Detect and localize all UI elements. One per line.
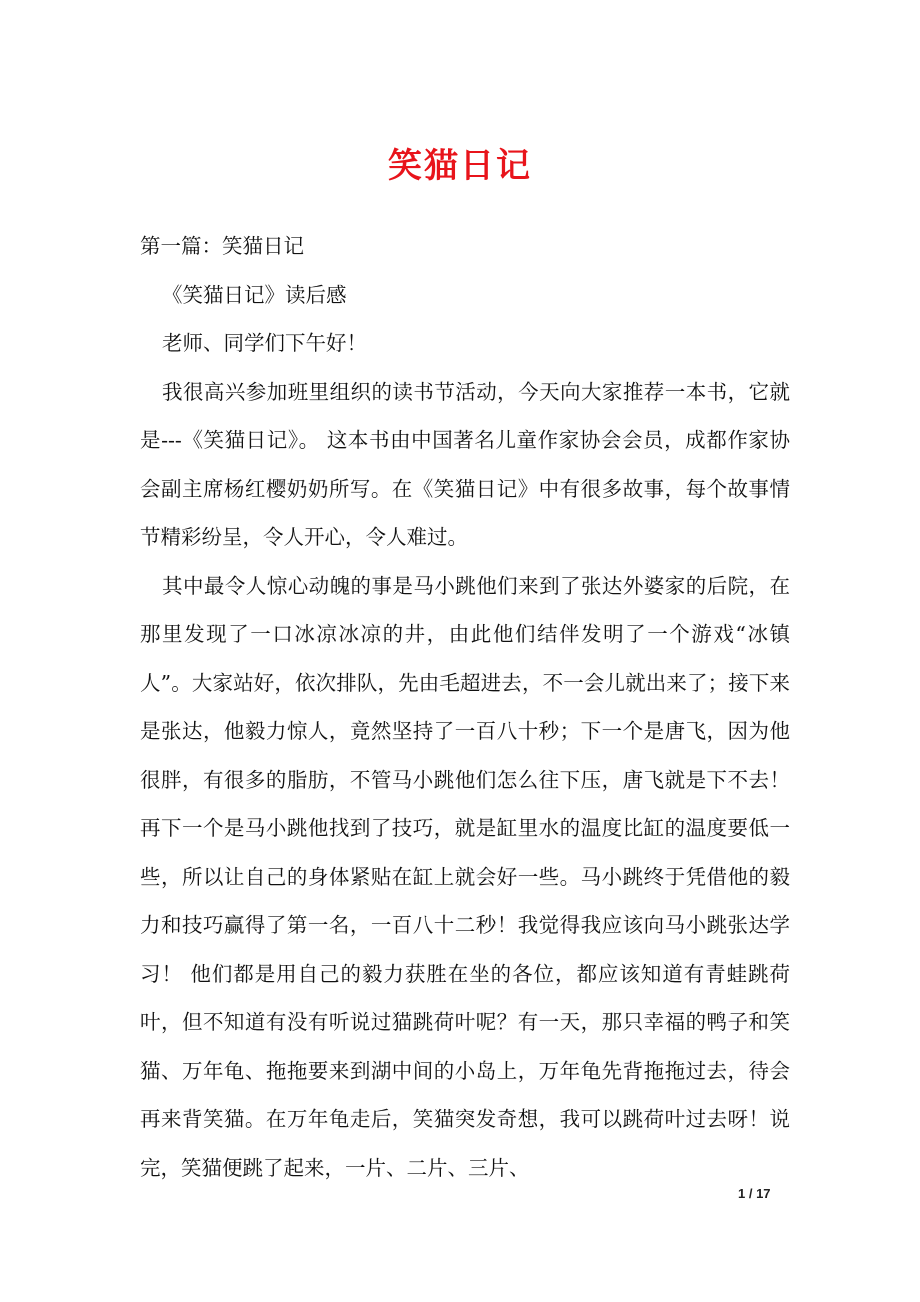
intro-paragraph: 我很高兴参加班里组织的读书节活动，今天向大家推荐一本书，它就是---《笑猫日记》。 这本书由中国著名儿童作家协会会员，成都作家协会副主席杨红樱奶奶所写。在《笑猫日记》中有很多故事，每个故事情节精彩纷呈，令人开心，令人难过。 (140, 379, 790, 549)
subtitle-paragraph: 《笑猫日记》读后感 (162, 282, 347, 307)
document-body (140, 222, 790, 1192)
section-heading: 第一篇：笑猫日记 (140, 234, 304, 258)
story-paragraph: 其中最令人惊心动魄的事是马小跳他们来到了张达外婆家的后院，在那里发现了一口冰凉冰凉的井，由此他们结伴发明了一个游戏“冰镇人”。大家站好，依次排队，先由毛超进去，不一会儿就出来了；接下来是张达，他毅力惊人，竟然坚持了一百八十秒；下一个是唐飞，因为他很胖，有很多的脂肪，不管马小跳他们怎么往下压，唐飞就是下不去！再下一个是马小跳他找到了技巧，就是缸里水的温度比缸的温度要低一些，所以让自己的身体紧贴在缸上就会好一些。马小跳终于凭借他的毅力和技巧赢得了第一名，一百八十二秒！我觉得我应该向马小跳张达学习！ 他们都是用自己的毅力获胜在坐的各位，都应该知道有青蛙跳荷叶，但不知道有没有听说过猫跳荷叶呢？有一天，那只幸福的鸭子和笑猫、万年龟、拖拖要来到湖中间的小岛上，万年龟先背拖拖过去，待会再来背笑猫。在万年龟走后，笑猫突发奇想，我可以跳荷叶过去呀！说完，笑猫便跳了起来，一片、二片、三片、 (140, 573, 790, 1180)
greeting-paragraph: 老师、同学们下午好！ (162, 331, 367, 355)
document-title: 笑猫日记 (388, 146, 532, 186)
page-number: 1 / 17 (738, 1186, 771, 1201)
